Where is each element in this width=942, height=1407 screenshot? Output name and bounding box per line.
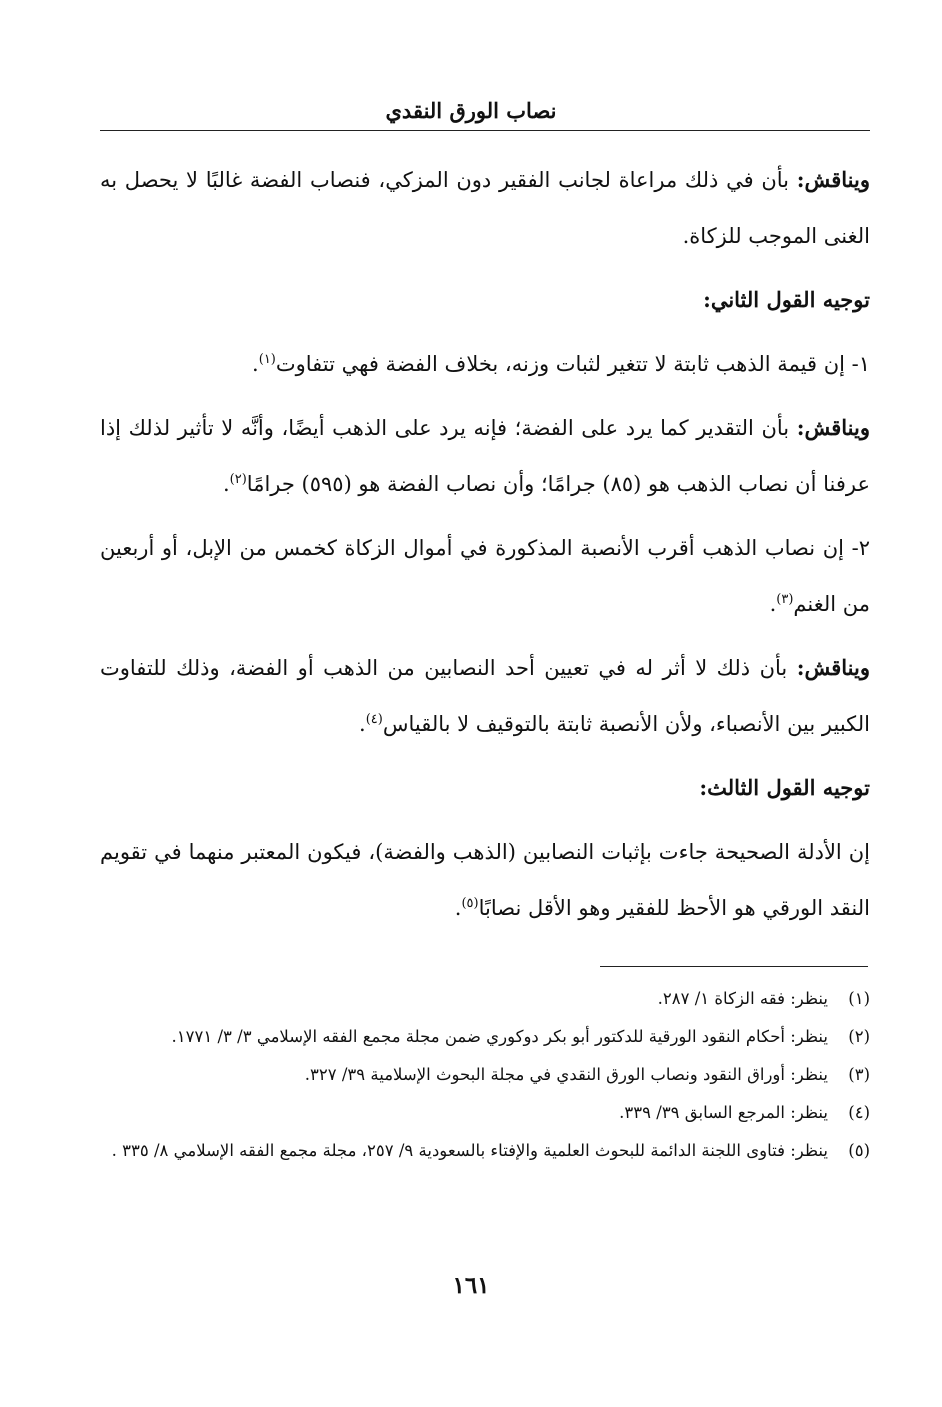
footnote-ref-4[interactable]: (٤) [365,712,383,727]
footnote-item [100,1020,870,1054]
footnote-ref-3[interactable]: (٣) [776,592,794,607]
header-rule [100,130,870,131]
footnote-item [100,982,870,1016]
footnote-number: (٥) [848,1141,870,1160]
footnote-text: ينظر: فقه الزكاة ١/ ٢٨٧. [657,989,828,1008]
paragraph-discussion-2: ويناقش: بأن التقدير كما يرد على الفضة؛ فإنه يرد على الذهب أيضًا، وأنَّه لا تأثير لذلك إذا عرفنا أن نصاب الذهب هو (٨٥) جرامًا؛ وأن نصاب الفضة هو (٥٩٥) جرامًا$^{(٢)}$. [100,415,870,496]
footnote-text: ينظر: أحكام النقود الورقية للدكتور أبو بكر دوكوري ضمن مجلة مجمع الفقه الإسلامي ٣/ ٣/ ١٧٧١. [171,1027,828,1046]
paragraph-text: ٢- إن نصاب الذهب أقرب الأنصبة المذكورة في أموال الزكاة كخمس من الإبل، أو أربعين من الغنم [100,536,870,616]
paragraph-discussion-3: ويناقش: بأن ذلك لا أثر له في تعيين أحد النصابين من الذهب أو الفضة، وذلك للتفاوت الكبير بين الأنصباء، ولأن الأنصبة ثابتة بالتوقيف لا بالقياس$^{(٤)}$. [100,655,870,736]
footnote-text: ينظر: أوراق النقود ونصاب الورق النقدي في مجلة البحوث الإسلامية ٣٩/ ٣٢٧. [304,1065,828,1084]
footnote-number: (٤) [848,1103,870,1122]
footnote-item [100,1096,870,1130]
paragraph-text: بأن في ذلك مراعاة لجانب الفقير دون المزكي، فنصاب الفضة غالبًا لا يحصل به الغنى الموجب للزكاة. [100,168,870,248]
footnote-number: (١) [848,989,870,1008]
paragraph-text: ١- إن قيمة الذهب ثابتة لا تتغير لثبات وزنه، بخلاف الفضة فهي تتفاوت [275,352,870,376]
footnote-ref-1[interactable]: (١) [258,352,276,367]
footnote-ref-5[interactable]: (٥) [461,896,479,911]
running-header: نصاب الورق النقدي [385,98,557,123]
paragraph-text: إن الأدلة الصحيحة جاءت بإثبات النصابين (الذهب والفضة)، فيكون المعتبر منهما في تقويم النقد الورقي هو الأحظ للفقير وهو الأقل نصابًا [100,840,870,920]
section-heading-second-opinion: توجيه القول الثاني: [703,287,870,312]
footnotes [100,982,870,1172]
paragraph-text: بأن ذلك لا أثر له في تعيين أحد النصابين من الذهب أو الفضة، وذلك للتفاوت الكبير بين الأنصباء، ولأن الأنصبة ثابتة بالتوقيف لا بالقياس [100,656,870,736]
paragraph-third-opinion: إن الأدلة الصحيحة جاءت بإثبات النصابين (الذهب والفضة)، فيكون المعتبر منهما في تقويم النقد الورقي هو الأحظ للفقير وهو الأقل نصابًا$^{(٥)}$. [100,840,870,920]
paragraph-discussion-1 [100,152,870,264]
section-heading-third-opinion: توجيه القول الثالث: [699,775,870,800]
discussion-label: ويناقش: [796,167,870,192]
footnote-text: ينظر: المرجع السابق ٣٩/ ٣٣٩. [619,1103,828,1122]
footnote-text: ينظر: فتاوى اللجنة الدائمة للبحوث العلمية والإفتاء بالسعودية ٩/ ٢٥٧، مجلة مجمع الفقه الإسلامي ٨/ ٣٣٥ . [111,1141,828,1160]
footnote-item [100,1058,870,1092]
footnote-item [100,1134,870,1168]
argument-item-2: ٢- إن نصاب الذهب أقرب الأنصبة المذكورة في أموال الزكاة كخمس من الإبل، أو أربعين من الغنم$^{(٣)}$. [100,536,870,616]
argument-item-1: ١- إن قيمة الذهب ثابتة لا تتغير لثبات وزنه، بخلاف الفضة فهي تتفاوت$^{(١)}$. [252,352,870,376]
paragraph-text: بأن التقدير كما يرد على الفضة؛ فإنه يرد على الذهب أيضًا، وأنَّه لا تأثير لذلك إذا عرفنا أن نصاب الذهب هو (٨٥) جرامًا؛ وأن نصاب الفضة هو (٥٩٥) جرامًا [100,416,870,496]
discussion-label: ويناقش: [796,415,870,440]
main-text [100,152,870,944]
footnote-separator [600,966,868,967]
discussion-label: ويناقش: [796,655,870,680]
page-number: ١٦١ [452,1272,490,1299]
footnote-ref-2[interactable]: (٢) [229,472,247,487]
footnote-number: (٢) [848,1027,870,1046]
footnote-number: (٣) [848,1065,870,1084]
